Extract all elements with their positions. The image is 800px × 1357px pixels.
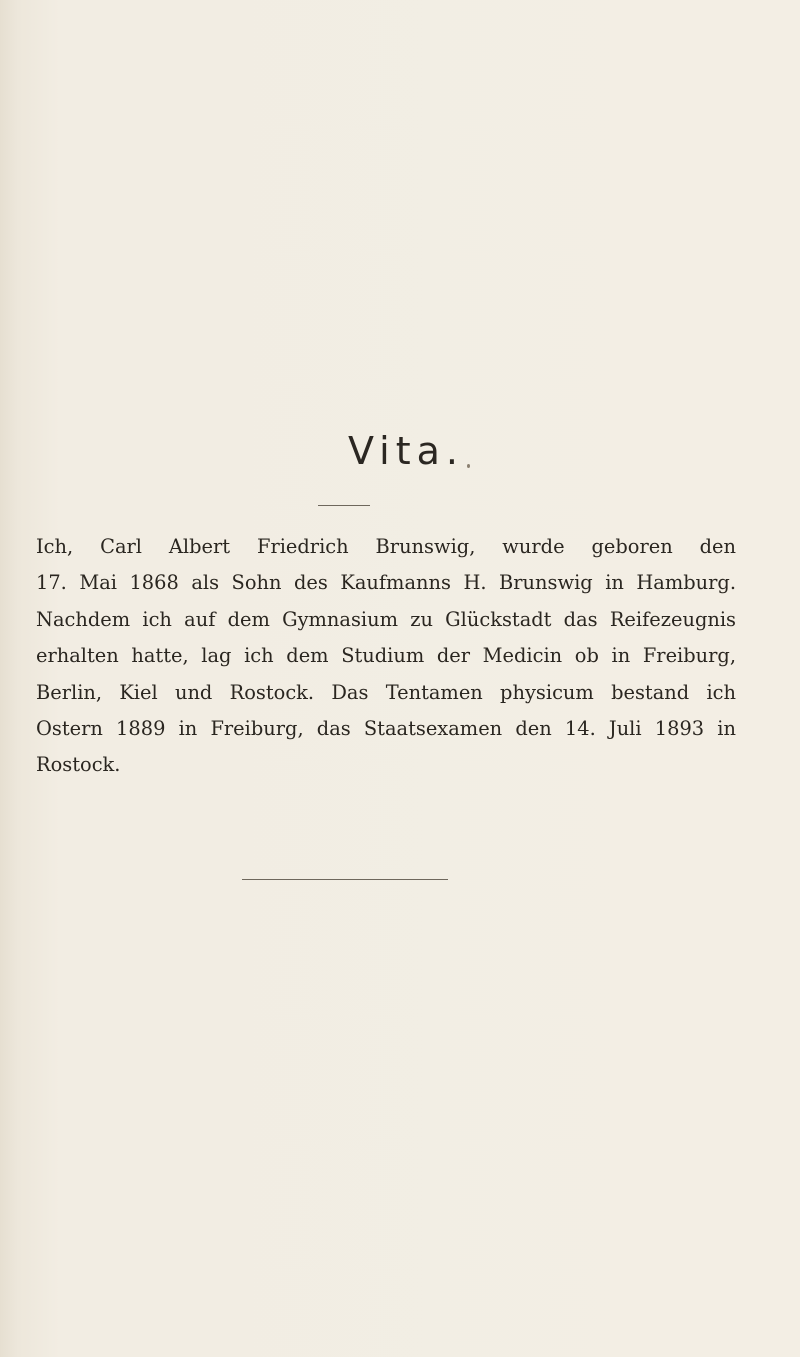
paragraph-line: Ostern 1889 in Freiburg, das Staatsexamen den 14. Juli 1893 in — [36, 717, 736, 741]
paragraph-line: 17. Mai 1868 als Sohn des Kaufmanns H. Brunswig in Hamburg. — [36, 571, 736, 595]
paragraph-line: Ich, Carl Albert Friedrich Brunswig, wurde geboren den — [36, 535, 736, 558]
title-divider — [318, 505, 370, 506]
vita-paragraph — [36, 529, 736, 784]
paragraph-line: Berlin, Kiel und Rostock. Das Tentamen physicum bestand ich — [36, 680, 736, 704]
paper-speck — [467, 464, 470, 468]
page-title: Vita. — [348, 429, 464, 473]
paragraph-line: Rostock. — [36, 753, 121, 777]
paragraph-line: Nachdem ich auf dem Gymnasium zu Glückstadt das Reifezeugnis — [36, 607, 736, 631]
closing-divider — [242, 879, 448, 880]
paragraph-line: erhalten hatte, lag ich dem Studium der Medicin ob in Freiburg, — [36, 644, 736, 668]
